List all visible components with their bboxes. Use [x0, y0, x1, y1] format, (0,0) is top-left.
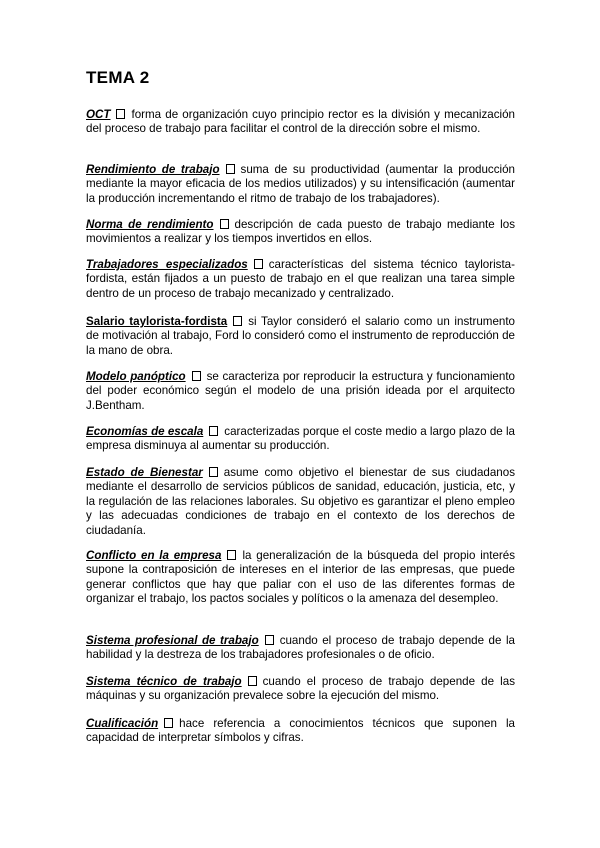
box-icon	[192, 371, 201, 381]
box-icon	[233, 316, 242, 326]
entry-term: Conflicto en la empresa	[86, 549, 222, 562]
glossary-entry	[86, 466, 515, 538]
box-icon	[226, 164, 235, 174]
entry-definition: características del sistema técnico taylorista-fordista, están fijados a un puesto de trabajo en el que realizan una tarea simple dentro de un proceso de trabajo mecanizado y centralizado.	[86, 258, 515, 300]
entry-term: Sistema técnico de trabajo	[86, 675, 242, 688]
entry-term: OCT	[86, 108, 111, 121]
entry-term: Salario taylorista-fordista	[86, 315, 228, 328]
glossary-entry	[86, 634, 515, 663]
entry-term: Sistema profesional de trabajo	[86, 634, 259, 647]
glossary-entry	[86, 315, 515, 358]
box-icon	[265, 635, 274, 645]
entry-definition: si Taylor consideró el salario como un instrumento de motivación al trabajo, Ford lo consideró como el instrumento de reproducción de la mano de obra.	[86, 315, 516, 357]
entry-definition: descripción de cada puesto de trabajo mediante los movimientos a realizar y los tiempos invertidos en ellos.	[86, 218, 515, 246]
entry-definition: cuando el proceso de trabajo depende de las máquinas y su organización prevalece sobre la ejecución del mismo.	[86, 675, 515, 703]
entry-term: Rendimiento de trabajo	[86, 163, 220, 176]
entry-term: Estado de Bienestar	[86, 466, 203, 479]
box-icon	[220, 219, 229, 229]
box-icon	[164, 718, 173, 728]
entry-definition: cuando el proceso de trabajo depende de la habilidad y la destreza de los trabajadores profesionales o de oficio.	[86, 634, 515, 662]
entry-term: Cualificación	[86, 717, 159, 730]
box-icon	[248, 676, 257, 686]
glossary-entry	[86, 218, 515, 247]
entry-term: Economías de escala	[86, 425, 204, 438]
glossary-entry	[86, 675, 515, 704]
entry-term: Trabajadores especializados	[86, 258, 248, 271]
box-icon	[209, 426, 218, 436]
glossary-entry	[86, 717, 515, 746]
glossary-entry	[86, 549, 515, 607]
entry-term: Modelo panóptico	[86, 370, 186, 383]
entry-definition: asume como objetivo el bienestar de sus ciudadanos mediante el desarrollo de servicios públicos de sanidad, educación, justicia, etc, y la regulación de las relaciones laborales. Su objetivo es garantizar el pleno empleo y las adecuadas condiciones de trabajo en el contexto de los derechos de ciudadanía.	[86, 466, 515, 537]
box-icon	[227, 550, 236, 560]
glossary-entry	[86, 258, 515, 301]
glossary-entry	[86, 370, 515, 413]
box-icon	[116, 109, 125, 119]
entry-term: Norma de rendimiento	[86, 218, 214, 231]
glossary-entry	[86, 163, 515, 206]
page-title: TEMA 2	[86, 68, 150, 87]
entry-definition: suma de su productividad (aumentar la producción mediante la mayor eficacia de los medios utilizados) y su intensificación (aumentar la producción incrementando el ritmo de trabajo de los trabajadores).	[86, 163, 515, 205]
entry-definition: hace referencia a conocimientos técnicos que suponen la capacidad de interpretar símbolos y cifras.	[86, 717, 515, 745]
box-icon	[209, 467, 218, 477]
glossary-entry	[86, 425, 515, 454]
glossary-entry	[86, 108, 515, 137]
entry-definition: se caracteriza por reproducir la estructura y funcionamiento del poder económico según el modelo de una prisión ideada por el arquitecto J.Bentham.	[86, 370, 515, 412]
entry-definition: la generalización de la búsqueda del propio interés supone la contraposición de intereses en el interior de las empresas, que puede generar conflictos que hay que paliar con el uso de las diferentes formas de organizar el trabajo, los pactos sociales y políticos o la amenaza del desempleo.	[86, 549, 515, 606]
box-icon	[254, 259, 263, 269]
entry-definition: caracterizadas porque el coste medio a largo plazo de la empresa disminuya al aumentar su producción.	[86, 425, 515, 453]
entry-definition: forma de organización cuyo principio rector es la división y mecanización del proceso de trabajo para facilitar el control de la dirección sobre el mismo.	[86, 108, 515, 136]
